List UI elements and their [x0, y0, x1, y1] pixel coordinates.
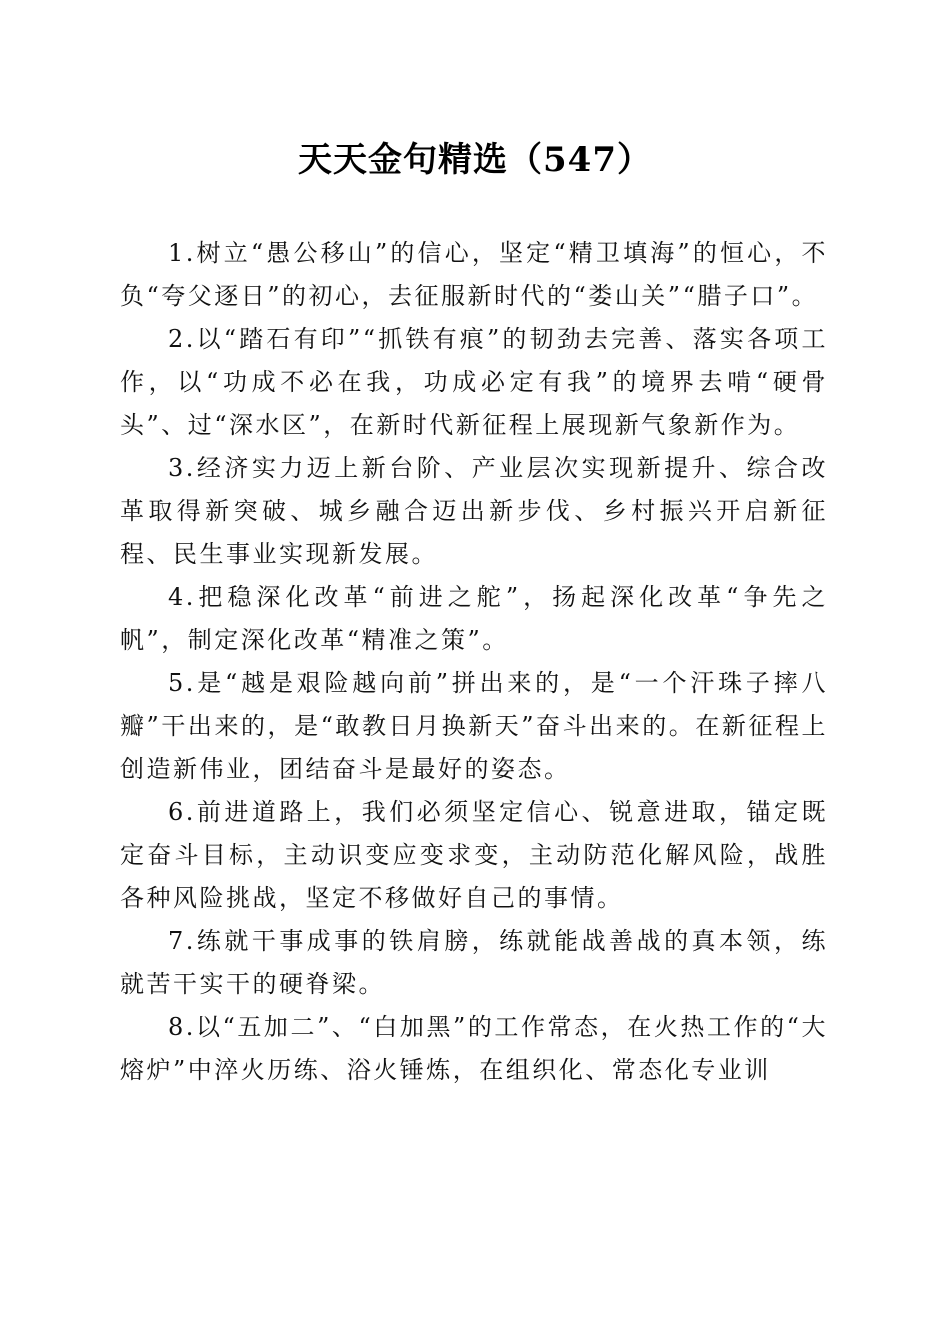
paragraph-5: 5.是“越是艰险越向前”拼出来的，是“一个汗珠子摔八瓣”干出来的，是“敢教日月换新天”奋斗出来的。在新征程上创造新伟业，团结奋斗是最好的姿态。 [120, 669, 828, 783]
paragraph-4: 4.把稳深化改革“前进之舵”，扬起深化改革“争先之帆”，制定深化改革“精准之策”。 [120, 583, 828, 654]
paragraph-3: 3.经济实力迈上新台阶、产业层次实现新提升、综合改革取得新突破、城乡融合迈出新步伐、乡村振兴开启新征程、民生事业实现新发展。 [120, 454, 828, 568]
paragraph-6: 6.前进道路上，我们必须坚定信心、锐意进取，锚定既定奋斗目标，主动识变应变求变，主动防范化解风险，战胜各种风险挑战，坚定不移做好自己的事情。 [120, 798, 828, 912]
page-title: 天天金句精选（547） [298, 140, 652, 180]
paragraph-1: 1.树立“愚公移山”的信心，坚定“精卫填海”的恒心，不负“夸父逐日”的初心，去征服新时代的“娄山关”“腊子口”。 [120, 239, 828, 310]
document-body [120, 232, 828, 1092]
paragraph-7: 7.练就干事成事的铁肩膀，练就能战善战的真本领，练就苦干实干的硬脊梁。 [120, 927, 828, 998]
paragraph-8: 8.以“五加二”、“白加黑”的工作常态，在火热工作的“大熔炉”中淬火历练、浴火锤炼，在组织化、常态化专业训 [120, 1013, 828, 1084]
paragraph-2: 2.以“踏石有印”“抓铁有痕”的韧劲去完善、落实各项工作，以“功成不必在我，功成必定有我”的境界去啃“硬骨头”、过“深水区”，在新时代新征程上展现新气象新作为。 [120, 325, 828, 439]
